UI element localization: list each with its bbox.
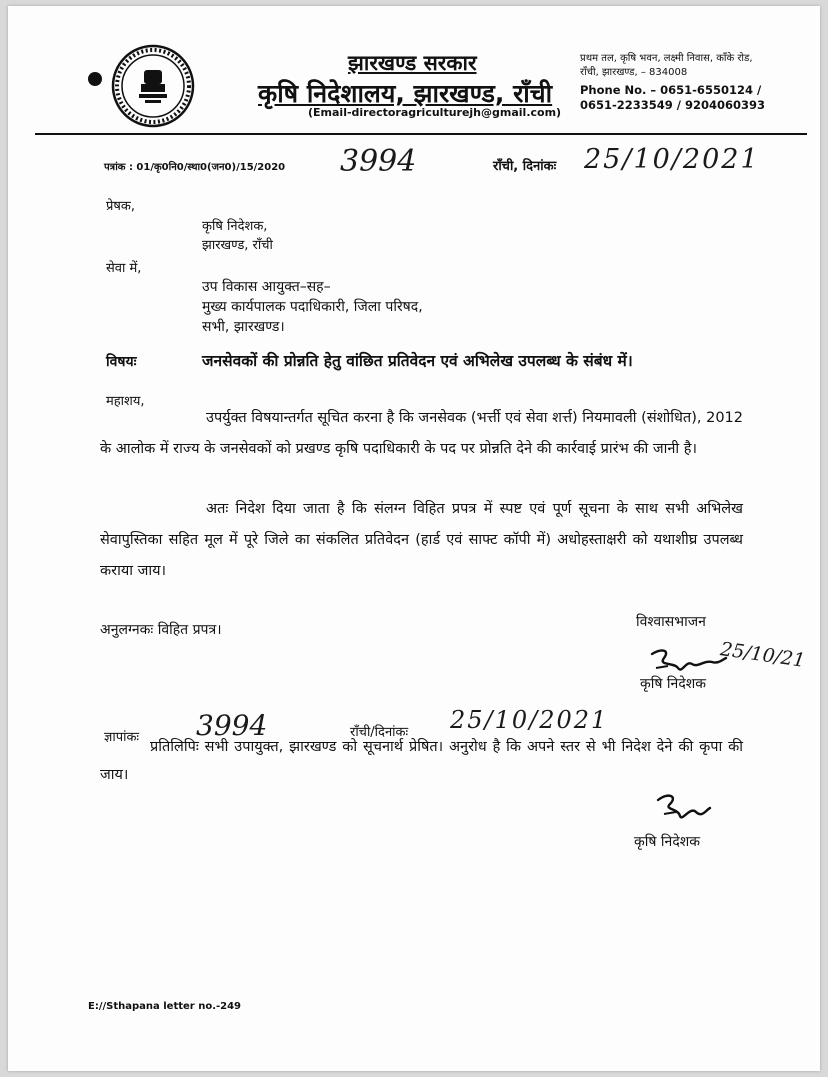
memo-copy-text: प्रतिलिपिः सभी उपायुक्त, झारखण्ड को सूचनार्थ प्रेषित। अनुरोध है कि अपने स्तर से भी निदेश देने की कृपा की जाय। bbox=[100, 739, 743, 783]
header-phone: Phone No. – 0651-6550124 / 0651-2233549 / 9204060393 bbox=[580, 83, 766, 112]
letter-number: पत्रांक : 01/कृ0नि0/स्था0(जन0)/15/2020 bbox=[104, 162, 286, 173]
subject-label: विषयः bbox=[106, 354, 137, 370]
recipient-line-1: उप विकास आयुक्त–सह– bbox=[202, 279, 331, 295]
signature-1-designation: कृषि निदेशक bbox=[640, 676, 707, 692]
handwritten-date: 25/10/2021 bbox=[584, 144, 760, 175]
recipient-line-3: सभी, झारखण्ड। bbox=[202, 319, 285, 335]
handwritten-letter-number: 3994 bbox=[340, 144, 417, 179]
recipient-label: सेवा में, bbox=[106, 261, 142, 276]
memo-date-label: राँची/दिनांकः bbox=[350, 725, 409, 740]
government-seal-icon bbox=[111, 44, 195, 128]
header-address bbox=[580, 52, 790, 80]
recipient-line-2: मुख्य कार्यपालक पदाधिकारी, जिला परिषद, bbox=[202, 299, 423, 315]
memo-handwritten-date: 25/10/2021 bbox=[450, 706, 609, 734]
enclosure: अनुलग्नकः विहित प्रपत्र। bbox=[100, 622, 222, 638]
header-email: (Email-directoragriculturejh@gmail.com) bbox=[308, 106, 562, 119]
address-line-2: राँची, झारखण्ड, – 834008 bbox=[580, 67, 688, 78]
signature-2-designation: कृषि निदेशक bbox=[634, 834, 701, 850]
signature-1-date: 25/10/21 bbox=[718, 638, 807, 672]
header-divider bbox=[35, 133, 807, 135]
memo-handwritten-number: 3994 bbox=[196, 709, 268, 742]
sender-line-2: झारखण्ड, राँची bbox=[202, 238, 273, 253]
salutation: महाशय, bbox=[106, 394, 145, 409]
letter-page bbox=[8, 6, 820, 1071]
footer-file-reference: E://Sthapana letter no.-249 bbox=[88, 1001, 242, 1012]
memo-label: ज्ञापांकः bbox=[104, 730, 140, 745]
address-line-1: प्रथम तल, कृषि भवन, लक्ष्मी निवास, काँके रोड, bbox=[580, 53, 753, 64]
body-paragraph-1: उपर्युक्त विषयान्तर्गत सूचित करना है कि जनसेवक (भर्त्ती एवं सेवा शर्त्त) नियमावली (संशोधित), 2012 के आलोक में राज्य के जनसेवकों को प्रखण्ड कृषि पदाधिकारी के पद पर प्रोन्नति देने की कार्रवाई प्रारंभ की जानी है। bbox=[100, 410, 743, 457]
body-paragraph-2: अतः निदेश दिया जाता है कि संलग्न विहित प्रपत्र में स्पष्ट एवं पूर्ण सूचना के साथ सभी अभिलेख सेवापुस्तिका सहित मूल में पूरे जिले का संकलित प्रतिवेदन (हार्ड एवं साफ्ट कॉपी में) अधोहस्ताक्षरी को यथाशीघ्र उपलब्ध कराया जाय। bbox=[100, 501, 743, 579]
subject-text: जनसेवकों की प्रोन्नति हेतु वांछित प्रतिवेदन एवं अभिलेख उपलब्ध के संबंध में। bbox=[202, 352, 633, 370]
signature-2-icon bbox=[654, 790, 714, 830]
date-label: राँची, दिनांकः bbox=[493, 159, 557, 174]
header-department: कृषि निदेशालय, झारखण्ड, राँची bbox=[258, 79, 553, 108]
sender-label: प्रेषक, bbox=[106, 199, 136, 214]
closing: विश्वासभाजन bbox=[636, 614, 706, 630]
bullet-mark bbox=[88, 72, 102, 86]
header-government: झारखण्ड सरकार bbox=[348, 51, 477, 75]
sender-line-1: कृषि निदेशक, bbox=[202, 219, 268, 234]
